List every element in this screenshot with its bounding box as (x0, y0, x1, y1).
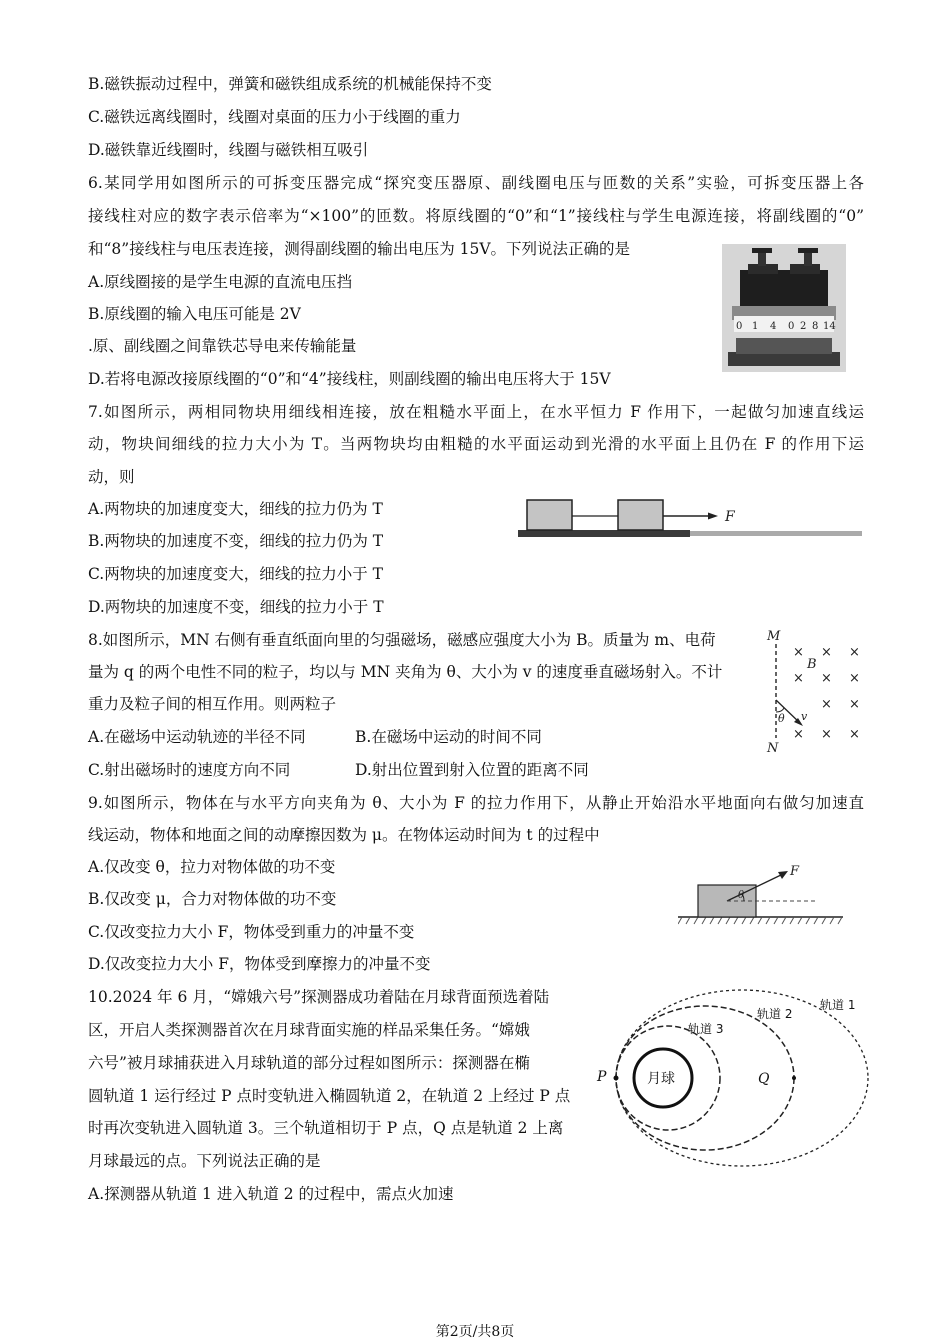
terminal-label-0b: 0 (788, 321, 795, 332)
terminal-label-2: 2 (800, 321, 807, 332)
q8-option-d: D.射出位置到射入位置的距离不同 (355, 761, 589, 779)
terminal-label-1: 1 (752, 321, 759, 332)
svg-text:×: × (793, 645, 804, 660)
velocity-v-label: v (801, 710, 808, 723)
q8-option-b: B.在磁场中运动的时间不同 (355, 728, 542, 746)
svg-text:×: × (821, 727, 832, 742)
q8-option-a: A.在磁场中运动轨迹的半径不同 (88, 728, 306, 746)
q8-stem-line-2: 量为 q 的两个电性不同的粒子，均以与 MN 夹角为 θ、大小为 v 的速度垂直磁场射入。不计 (88, 663, 723, 681)
q6-option-c: .原、副线圈之间靠铁芯导电来传输能量 (88, 337, 357, 355)
q9-option-c: C.仅改变拉力大小 F，物体受到重力的冲量不变 (88, 923, 415, 941)
q6-option-b: B.原线圈的输入电压可能是 2V (88, 305, 301, 323)
svg-text:×: × (793, 727, 804, 742)
q10-stem-line-6: 月球最远的点。下列说法正确的是 (88, 1152, 321, 1170)
lunar-orbit-figure (590, 985, 870, 1170)
angle-theta-label: θ (778, 712, 785, 725)
q10-stem-line-1: 10.2024 年 6 月，“嫦娥六号”探测器成功着陆在月球背面预选着陆 (88, 988, 550, 1006)
q6-stem-line-1: 6.某同学用如图所示的可拆变压器完成“探究变压器原、副线圈电压与匝数的关系”实验，可拆变压器上各 (88, 174, 864, 192)
q6-stem-line-3: 和“8”接线柱与电压表连接，测得副线圈的输出电压为 15V。下列说法正确的是 (88, 240, 631, 258)
q6-option-a: A.原线圈接的是学生电源的直流电压挡 (88, 273, 353, 291)
q7-stem-line-1: 7.如图所示，两相同物块用细线相连接，放在粗糙水平面上，在水平恒力 F 作用下，一起做匀加速直线运 (88, 403, 864, 421)
svg-text:×: × (849, 697, 860, 712)
q7-option-a: A.两物块的加速度变大，细线的拉力仍为 T (88, 500, 383, 518)
q7-stem-line-3: 动，则 (88, 468, 135, 486)
q6-stem-line-2: 接线柱对应的数字表示倍率为“×100”的匝数。将原线圈的“0”和“1”接线柱与学生电源连接，将副线圈的“0” (88, 207, 864, 225)
q6-option-d: D.若将电源改接原线圈的“0”和“4”接线柱，则副线圈的输出电压将大于 15V (88, 370, 611, 388)
terminal-label-14: 14 (823, 321, 836, 332)
q7-option-c: C.两物块的加速度变大，细线的拉力小于 T (88, 565, 384, 583)
svg-text:×: × (821, 697, 832, 712)
pull-angle-theta-label: θ (738, 890, 745, 901)
svg-text:×: × (821, 645, 832, 660)
svg-text:×: × (849, 645, 860, 660)
q9-option-d: D.仅改变拉力大小 F，物体受到摩擦力的冲量不变 (88, 955, 431, 973)
orbit-2-label: 轨道 2 (757, 1007, 793, 1021)
q9-stem-line-1: 9.如图所示，物体在与水平方向夹角为 θ、大小为 F 的拉力作用下，从静止开始沿水平地面向右做匀加速直 (88, 794, 864, 812)
q5-option-d: D.磁铁靠近线圈时，线圈与磁铁相互吸引 (88, 141, 369, 159)
pulled-block-figure (678, 860, 868, 930)
transformer-figure (722, 244, 846, 372)
q8-stem-line-3: 重力及粒子间的相互作用。则两粒子 (88, 695, 337, 713)
q10-stem-line-2: 区，开启人类探测器首次在月球背面实施的样品采集任务。“嫦娥 (88, 1021, 530, 1039)
q5-option-c: C.磁铁远离线圈时，线圈对桌面的压力小于线圈的重力 (88, 108, 461, 126)
two-blocks-figure (515, 496, 865, 544)
orbit-1-label: 轨道 1 (820, 998, 856, 1012)
terminal-label-4: 4 (770, 321, 777, 332)
svg-text:×: × (793, 671, 804, 686)
q10-stem-line-4: 圆轨道 1 运行经过 P 点时变轨进入椭圆轨道 2，在轨道 2 上经过 P 点 (88, 1087, 571, 1105)
pull-force-f-label: F (790, 864, 800, 879)
q9-stem-line-2: 线运动，物体和地面之间的动摩擦因数为 μ。在物体运动时间为 t 的过程中 (88, 826, 600, 844)
point-p-label: P (597, 1069, 607, 1085)
magnetic-field-figure (765, 626, 865, 758)
page-number-footer: 第2页/共8页 (435, 1324, 515, 1340)
point-q-label: Q (758, 1071, 770, 1087)
q9-option-b: B.仅改变 μ，合力对物体做的功不变 (88, 890, 337, 908)
q10-stem-line-5: 时再次变轨进入圆轨道 3。三个轨道相切于 P 点，Q 点是轨道 2 上离 (88, 1119, 564, 1137)
q7-option-b: B.两物块的加速度不变，细线的拉力仍为 T (88, 532, 384, 550)
mn-label-n: N (767, 741, 779, 756)
q9-option-a: A.仅改变 θ，拉力对物体做的功不变 (88, 858, 336, 876)
q10-stem-line-3: 六号”被月球捕获进入月球轨道的部分过程如图所示：探测器在椭 (88, 1054, 530, 1072)
svg-text:×: × (849, 671, 860, 686)
force-f-label: F (725, 509, 735, 525)
q7-stem-line-2: 动，物块间细线的拉力大小为 T。当两物块均由粗糙的水平面运动到光滑的水平面上且仍在 F 的作用下运 (88, 435, 864, 453)
orbit-3-label: 轨道 3 (688, 1022, 724, 1036)
q8-stem-line-1: 8.如图所示，MN 右侧有垂直纸面向里的匀强磁场，磁感应强度大小为 B。质量为 m、电荷 (88, 631, 716, 649)
q7-option-d: D.两物块的加速度不变，细线的拉力小于 T (88, 598, 384, 616)
terminal-label-0a: 0 (736, 321, 743, 332)
field-b-label: B (807, 657, 817, 672)
q8-option-c: C.射出磁场时的速度方向不同 (88, 761, 291, 779)
q5-option-b: B.磁铁振动过程中，弹簧和磁铁组成系统的机械能保持不变 (88, 75, 492, 93)
svg-text:×: × (821, 671, 832, 686)
svg-text:×: × (849, 727, 860, 742)
q10-option-a: A.探测器从轨道 1 进入轨道 2 的过程中，需点火加速 (88, 1185, 454, 1203)
mn-label-m: M (767, 629, 781, 644)
terminal-label-8: 8 (812, 321, 819, 332)
moon-label: 月球 (647, 1071, 675, 1087)
